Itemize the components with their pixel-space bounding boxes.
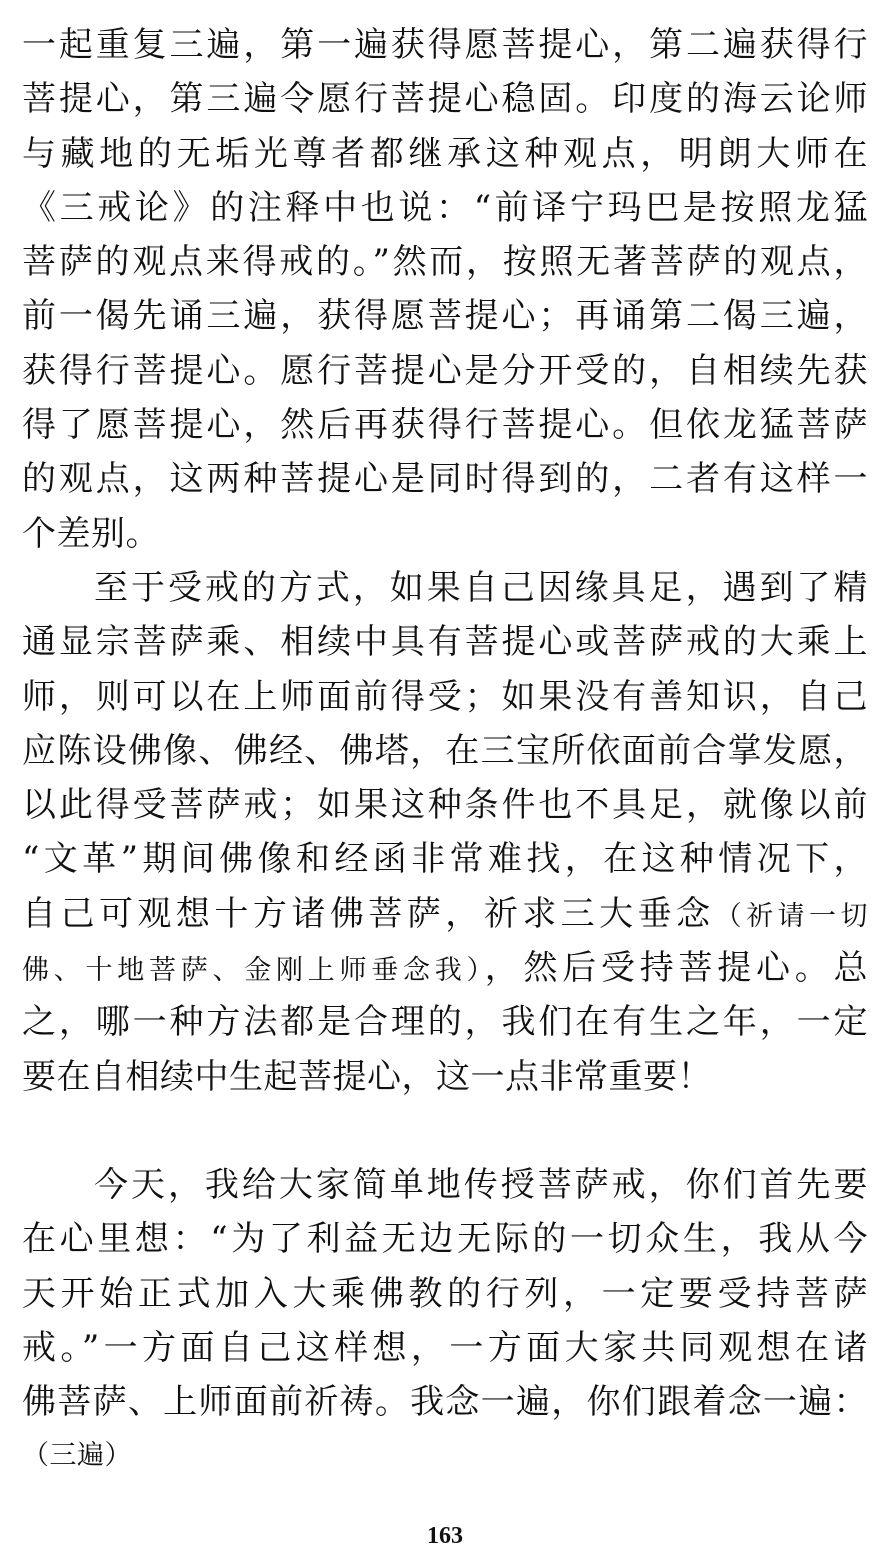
text-line: “文革”期间佛像和经函非常难找，在这种情况下， <box>22 839 868 880</box>
text-line: 的观点，这两种菩提心是同时得到的，二者有这样一 <box>22 459 868 500</box>
text-line: 菩萨的观点来得戒的。”然而，按照无著菩萨的观点， <box>22 242 868 283</box>
text-line: 前一偈先诵三遍，获得愿菩提心；再诵第二偈三遍， <box>22 296 868 337</box>
repeat-note: （三遍） <box>22 1440 132 1472</box>
text-line: 今天，我给大家简单地传授菩萨戒，你们首先要 <box>94 1164 868 1205</box>
text-line: 菩提心，第三遍令愿行菩提心稳固。印度的海云论师 <box>22 79 868 120</box>
paragraph-1 <box>22 18 868 561</box>
text-line: 之，哪一种方法都是合理的，我们在有生之年，一定 <box>22 1002 868 1043</box>
text-line: 通显宗菩萨乘、相续中具有菩提心或菩萨戒的大乘上 <box>22 622 868 663</box>
text-line: 戒。”一方面自己这样想，一方面大家共同观想在诸 <box>22 1327 868 1368</box>
text-line: 在心里想：“为了利益无边无际的一切众生，我从今 <box>22 1219 868 1260</box>
annotation-text: （祈请一切 <box>714 900 868 932</box>
text-line: 个差别。 <box>22 513 160 554</box>
text-line: 应陈设佛像、佛经、佛塔，在三宝所依面前合掌发愿， <box>22 730 868 771</box>
text-line: 要在自相续中生起菩提心，这一点非常重要！ <box>22 1056 712 1097</box>
page-number: 163 <box>427 1523 463 1549</box>
paragraph-2 <box>22 561 868 1104</box>
main-text: ，然后受持菩提心。总 <box>484 948 868 989</box>
text-line: 一起重复三遍，第一遍获得愿菩提心，第二遍获得行 <box>22 25 868 65</box>
text-line: 师，则可以在上师面前得受；如果没有善知识，自己 <box>22 676 868 717</box>
paragraph-3 <box>22 1158 868 1484</box>
book-page <box>22 18 868 1518</box>
text-line: 《三戒论》的注释中也说：“前译宁玛巴是按照龙猛 <box>22 187 868 228</box>
annotation-text: 佛、十地菩萨、金刚上师垂念我） <box>22 955 485 987</box>
text-line: 天开始正式加入大乘佛教的行列，一定要受持菩萨 <box>22 1273 868 1314</box>
text-line: 至于受戒的方式，如果自己因缘具足，遇到了精 <box>94 567 868 608</box>
paragraph-gap <box>22 1104 868 1158</box>
text-line: 获得行菩提心。愿行菩提心是分开受的，自相续先获 <box>22 350 868 391</box>
text-line: 佛菩萨、上师面前祈祷。我念一遍，你们跟着念一遍： <box>22 1382 868 1423</box>
text-line-with-note <box>22 887 868 941</box>
text-line-with-note <box>22 941 868 995</box>
text-line: 以此得受菩萨戒；如果这种条件也不具足，就像以前 <box>22 785 868 826</box>
text-line: 与藏地的无垢光尊者都继承这种观点，明朗大师在 <box>22 133 868 174</box>
main-text: 自己可观想十方诸佛菩萨，祈求三大垂念 <box>22 893 715 934</box>
text-line: 得了愿菩提心，然后再获得行菩提心。但依龙猛菩萨 <box>22 405 868 446</box>
